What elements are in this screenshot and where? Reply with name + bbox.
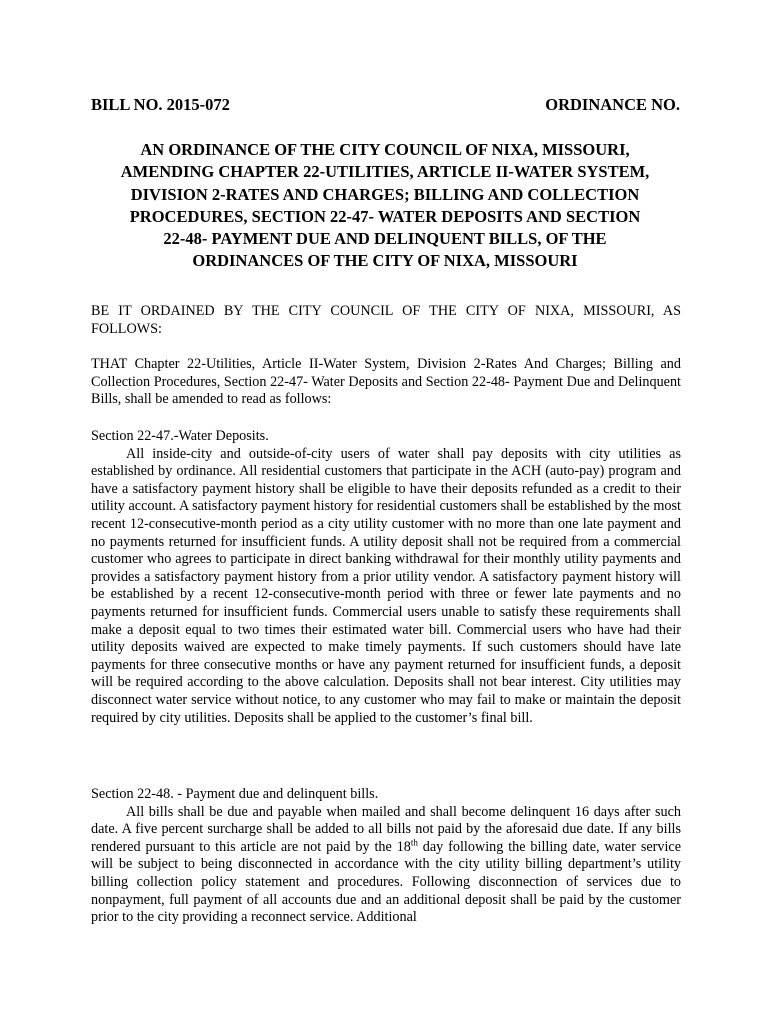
that-clause: THAT Chapter 22-Utilities, Article II-Water System, Division 2-Rates And Charges; Billing and Collection Procedures, Section 22-47- Water Deposits and Section 22-48- Payment Due and Delinquent Bills, shall be amended to read as follows: [91,356,681,408]
section-22-48-body-part2: day following the billing date, water service will be subject to being disconnected in accordance with the city utility billing department’s utility billing collection policy statement and procedures. Following disconnection of services due to nonpayment, full payment of all accounts due and an additional deposit shall be paid by the customer prior to the city providing a reconnect service. Additional [91,838,681,926]
section-22-48-body [91,804,681,927]
section-22-47-heading: Section 22-47.-Water Deposits. [91,428,269,444]
ordinance-number: ORDINANCE NO. [545,95,680,114]
section-22-48-body-part1: All bills shall be due and payable when mailed and shall become delinquent 16 days after such date. A five percent surcharge shall be added to all bills not paid by the aforesaid due date. If any bills rendered pursuant to this article are not paid by the 18 [91,803,681,855]
ordinance-title: AN ORDINANCE OF THE CITY COUNCIL OF NIXA, MISSOURI, AMENDING CHAPTER 22-UTILITIES, ARTICLE II-WATER SYSTEM, DIVISION 2-RATES AND CHARGES; BILLING AND COLLECTION PROCEDURES, SECTION 22-47- WATER DEPOSITS AND SECTION 22-48- PAYMENT DUE AND DELINQUENT BILLS, OF THE ORDINANCES OF THE CITY OF NIXA, MISSOURI [120,140,650,271]
bill-number: BILL NO. 2015-072 [91,95,230,114]
section-22-47 [91,428,681,727]
section-22-47-body: All inside-city and outside-of-city users of water shall pay deposits with city utilities as established by ordinance. All residential customers that participate in the ACH (auto-pay) program and have a satisfactory payment history shall be eligible to have their deposits refunded as a credit to their utility account. A satisfactory payment history for residential customers shall be established by the most recent 12-consecutive-month period as a city utility customer with no more than one late payment and no payments returned for insufficient funds. A utility deposit shall not be required from a commercial customer who agrees to participate in direct banking withdrawal for their monthly utility payments and provides a satisfactory payment history from a prior utility vendor. A satisfactory payment history will be established by a recent 12-consecutive-month period with three or fewer late payments and no payments returned for insufficient funds. Commercial users unable to satisfy these requirements shall make a deposit equal to two times their estimated water bill. Commercial users who have had their utility deposits waived are expected to make timely payments. If such customers should have late payments for three consecutive months or have any payment returned for insufficient funds, a deposit will be required according to the above calculation. Deposits shall not bear interest. City utilities may disconnect water service without notice, to any customer who may fail to make or maintain the deposit required by city utilities. Deposits shall be applied to the customer’s final bill. [91,445,681,726]
section-22-48-heading: Section 22-48. - Payment due and delinquent bills. [91,786,379,802]
section-22-48 [91,786,681,927]
ordinal-suffix: th [410,837,418,848]
ordained-clause: BE IT ORDAINED BY THE CITY COUNCIL OF THE CITY OF NIXA, MISSOURI, AS FOLLOWS: [91,303,681,337]
document-header [91,95,680,115]
